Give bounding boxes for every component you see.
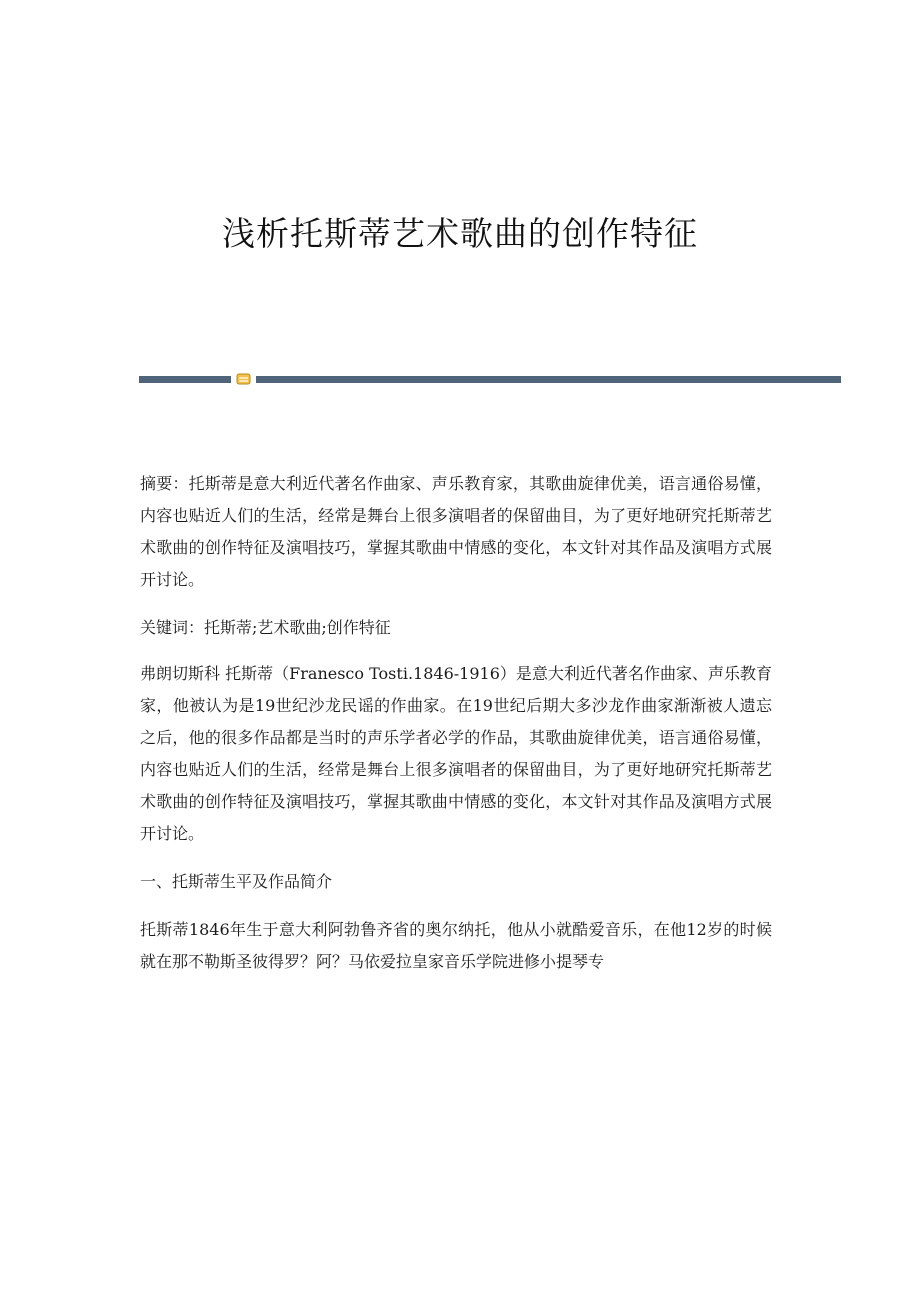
- divider-ornament-icon: [236, 373, 251, 385]
- document-body: [140, 468, 772, 994]
- abstract-paragraph: 摘要：托斯蒂是意大利近代著名作曲家、声乐教育家，其歌曲旋律优美，语言通俗易懂，内容也贴近人们的生活，经常是舞台上很多演唱者的保留曲目，为了更好地研究托斯蒂艺术歌曲的创作特征及演唱技巧，掌握其歌曲中情感的变化，本文针对其作品及演唱方式展开讨论。: [140, 474, 772, 589]
- intro-paragraph: 弗朗切斯科 托斯蒂（Franesco Tosti.1846-1916）是意大利近代著名作曲家、声乐教育家，他被认为是19世纪沙龙民谣的作曲家。在19世纪后期大多沙龙作曲家渐渐被人遗忘之后，他的很多作品都是当时的声乐学者必学的作品，其歌曲旋律优美，语言通俗易懂，内容也贴近人们的生活，经常是舞台上很多演唱者的保留曲目，为了更好地研究托斯蒂艺术歌曲的创作特征及演唱技巧，掌握其歌曲中情感的变化，本文针对其作品及演唱方式展开讨论。: [140, 664, 772, 843]
- title-divider: [139, 372, 841, 386]
- divider-bar-right: [256, 376, 841, 383]
- section-heading: 一、托斯蒂生平及作品简介: [140, 872, 333, 891]
- document-title: 浅析托斯蒂艺术歌曲的创作特征: [222, 214, 698, 253]
- keywords-line: 关键词：托斯蒂;艺术歌曲;创作特征: [140, 618, 391, 637]
- section-paragraph: 托斯蒂1846年生于意大利阿勃鲁齐省的奥尔纳托，他从小就酷爱音乐，在他12岁的时候就在那不勒斯圣彼得罗？阿？马依爱拉皇家音乐学院进修小提琴专: [140, 920, 772, 971]
- divider-bar-left: [139, 376, 231, 383]
